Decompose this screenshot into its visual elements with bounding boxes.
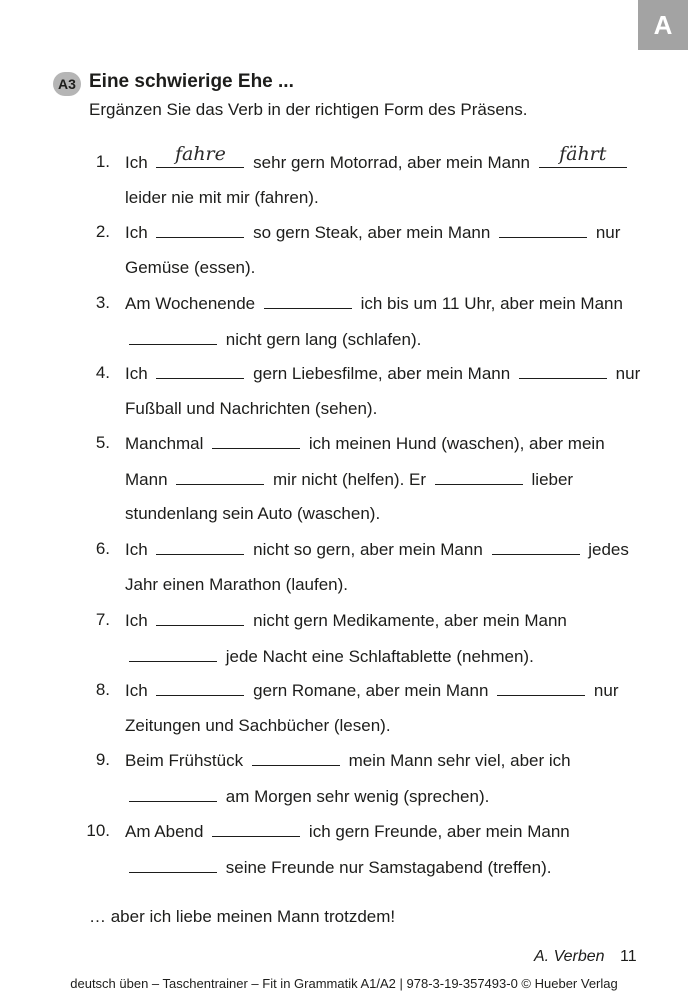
item-text: leider nie mit mir (fahren). [125,187,319,207]
item-line [125,749,571,772]
answer-blank[interactable] [212,432,300,449]
item-text: lieber [531,469,574,489]
handwritten-answer: fährt [559,143,607,165]
item-line [125,503,380,525]
item-line [125,221,620,244]
answer-blank[interactable] [539,143,627,168]
item-line [125,820,570,843]
item-text: gern Liebesfilme, aber mein Mann [253,364,511,383]
answer-blank[interactable] [156,362,244,379]
answer-blank[interactable] [499,221,587,238]
item-line [125,187,319,209]
publication-footer: deutsch üben – Taschentrainer – Fit in Grammatik A1/A2 | 978-3-19-357493-0 © Hueber Verlag [70,976,618,991]
item-line [125,679,619,702]
answer-blank[interactable] [156,538,244,555]
item-text: mir nicht (helfen). Er [273,469,427,489]
answer-blank[interactable] [129,856,217,873]
section-tab: A [638,0,688,50]
item-line [125,538,629,561]
item-text: Ich [125,611,148,630]
answer-blank[interactable] [264,292,352,309]
item-text: Ich [125,540,148,559]
item-text: gern Romane, aber mein Mann [253,681,489,700]
item-number: 2. [95,222,110,241]
item-text: Zeitungen und Sachbücher (lesen). [125,715,391,735]
item-number: 1. [95,152,110,171]
item-text: nicht so gern, aber mein Mann [253,540,483,559]
item-text: Manchmal [125,434,204,453]
item-line [125,574,348,596]
closing-line: … aber ich liebe meinen Mann trotzdem! [89,907,396,926]
item-line [125,328,421,351]
item-line [125,362,640,385]
item-number: 6. [95,539,110,558]
item-text: Ich [125,364,148,383]
item-text: Beim Frühstück [125,751,244,770]
exercise-instruction: Ergänzen Sie das Verb in der richtigen Form des Präsens. [89,100,528,119]
item-text: seine Freunde nur Samstagabend (treffen). [225,857,552,877]
item-line [125,856,551,879]
answer-blank[interactable] [497,679,585,696]
item-line [125,715,391,737]
item-line [125,143,631,174]
answer-blank[interactable] [156,609,244,626]
answer-blank[interactable] [129,645,217,662]
item-line [125,292,623,315]
item-line [125,257,255,279]
item-text: Mann [125,469,168,489]
item-text: Am Abend [125,822,204,841]
item-line [125,398,377,420]
answer-blank[interactable] [435,468,523,485]
item-text: jedes [588,540,629,559]
item-number: 8. [95,680,110,699]
exercise-number-badge: A3 [53,72,81,96]
item-text: ich bis um 11 Uhr, aber mein Mann [360,294,623,313]
item-text: nur [593,681,619,700]
item-text: Jahr einen Marathon (laufen). [125,574,349,594]
item-number: 4. [95,363,110,382]
item-text: ich gern Freunde, aber mein Mann [308,822,570,841]
page-number: 11 [620,948,637,965]
item-line [125,785,489,808]
answer-blank[interactable] [156,679,244,696]
item-text: Ich [125,153,148,172]
answer-blank[interactable] [156,221,244,238]
item-text: Ich [125,681,148,700]
answer-blank[interactable] [129,328,217,345]
handwritten-answer: fahre [174,143,226,165]
item-text: am Morgen sehr wenig (sprechen). [225,786,490,806]
item-text: nur [615,364,641,383]
item-line [125,645,534,668]
item-text: nicht gern lang (schlafen). [225,329,422,349]
item-line [125,609,567,632]
answer-blank[interactable] [156,143,244,168]
exercise-title: Eine schwierige Ehe ... [89,71,294,92]
answer-blank[interactable] [519,362,607,379]
item-text: stundenlang sein Auto (waschen). [125,504,381,523]
answer-blank[interactable] [176,468,264,485]
item-text: Gemüse (essen). [125,257,256,277]
item-text: mein Mann sehr viel, aber ich [348,751,571,770]
footer-section-title: A. Verben [534,948,605,965]
item-number: 7. [95,610,110,629]
item-text: ich meinen Hund (waschen), aber mein [308,434,605,453]
item-text: nur [595,223,621,242]
answer-blank[interactable] [212,820,300,837]
item-number: 10. [86,821,110,840]
item-text: so gern Steak, aber mein Mann [253,223,491,242]
item-line [125,432,605,455]
item-text: Am Wochenende [125,294,256,313]
answer-blank[interactable] [492,538,580,555]
item-text: jede Nacht eine Schlaftablette (nehmen). [225,646,534,666]
item-text: sehr gern Motorrad, aber mein Mann [253,153,531,172]
item-text: nicht gern Medikamente, aber mein Mann [253,611,567,630]
item-text: Fußball und Nachrichten (sehen). [125,398,378,418]
item-number: 9. [95,750,110,769]
item-number: 5. [95,433,110,452]
item-number: 3. [95,293,110,312]
answer-blank[interactable] [252,749,340,766]
answer-blank[interactable] [129,785,217,802]
item-line [125,468,573,491]
item-text: Ich [125,223,148,242]
